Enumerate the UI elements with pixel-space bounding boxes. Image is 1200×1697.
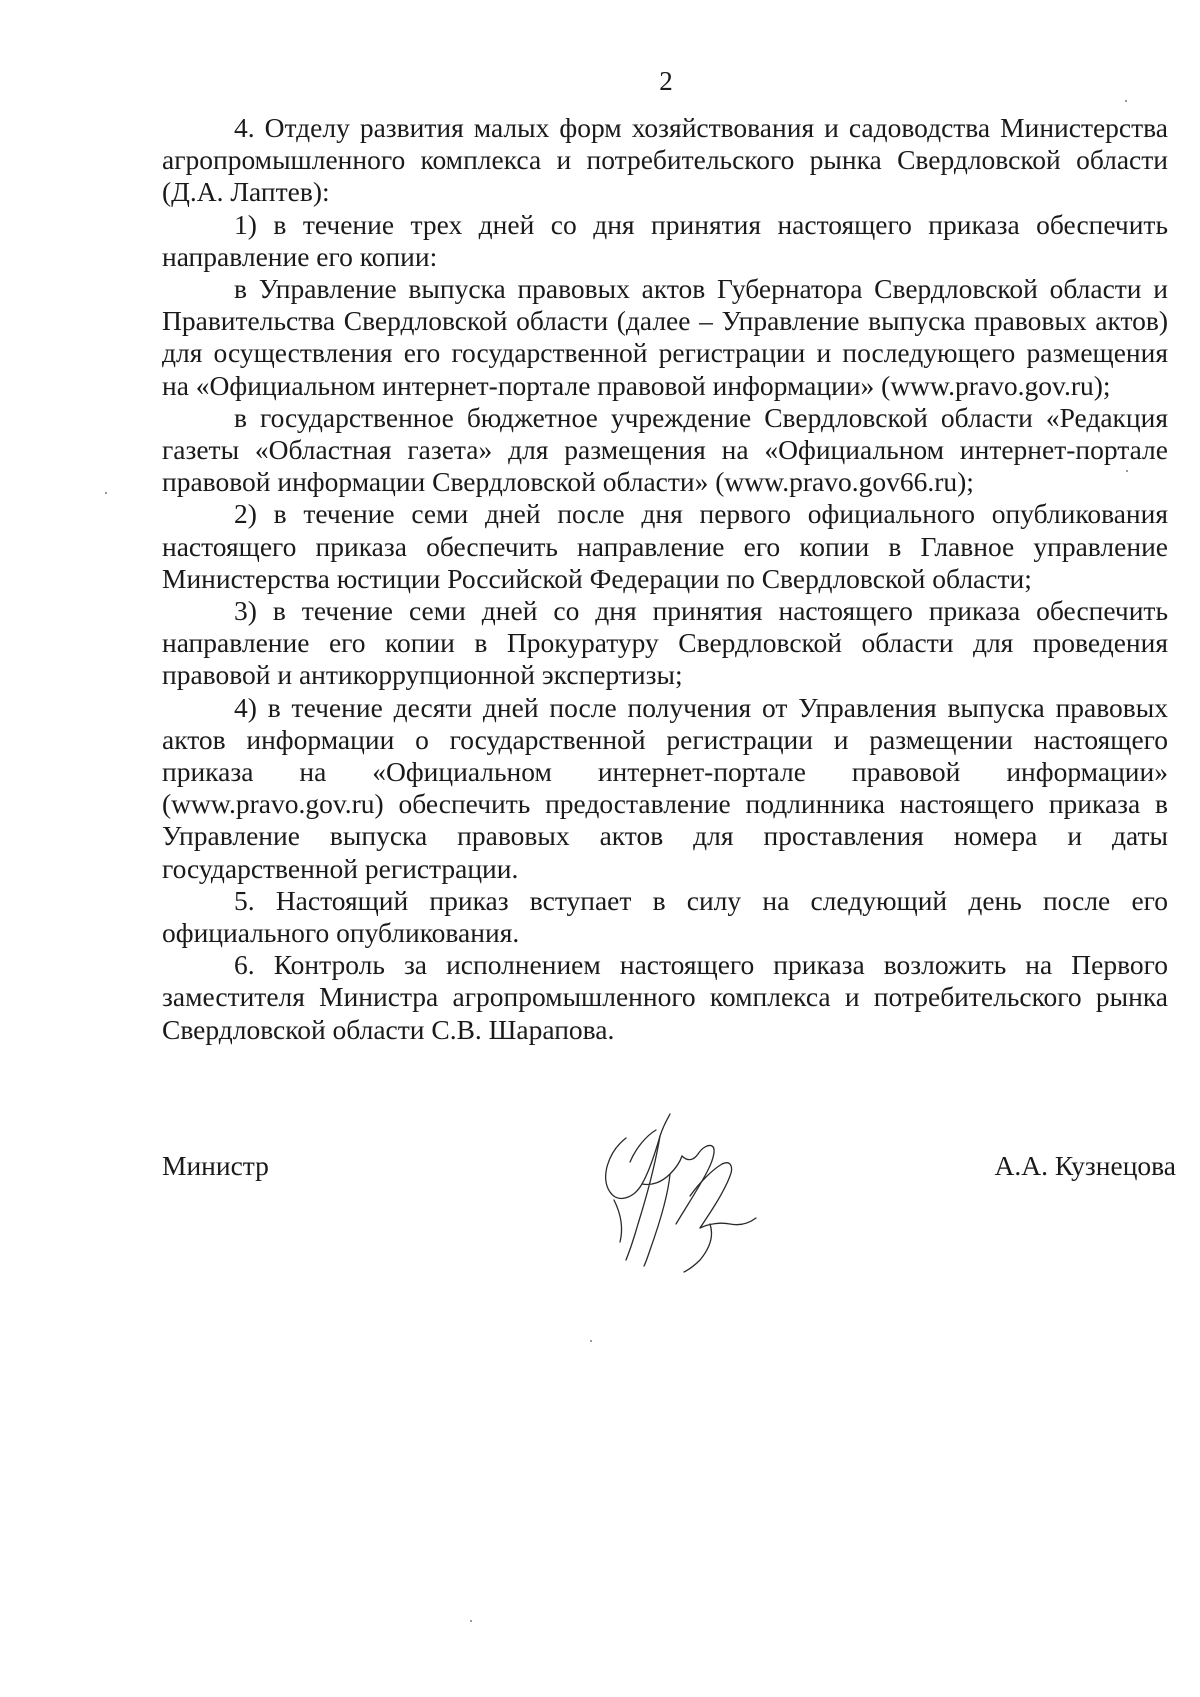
paragraph-subitem-4: 4) в течение десяти дней после получения от Управления выпуска правовых актов информации о государственной регистрации и размещении настоящего приказа на «Официальном интернет-портале правовой информации» (www.pravo.gov.ru) обеспечить предоставление подлинника настоящего приказа в Управление выпуска правовых актов для проставления номера и даты государственной регистрации. [162, 691, 1168, 884]
paragraph-recipient-legal-acts-office: в Управление выпуска правовых актов Губернатора Свердловской области и Правительства Свердловской области (далее – Управление выпуска правовых актов) для осуществления его государственной регистрации и последующего размещения на «Официальном интернет-портале правовой информации» (www.pravo.gov.ru); [162, 273, 1168, 401]
document-body [162, 112, 1168, 1046]
signatory-title: Министр [162, 1150, 269, 1181]
scan-speck [1126, 470, 1128, 472]
paragraph-subitem-2: 2) в течение семи дней после дня первого официального опубликования настоящего приказа обеспечить направление его копии в Главное управление Министерства юстиции Российской Федерации по Свердловской области; [162, 498, 1168, 594]
scan-speck [105, 492, 107, 494]
page-number: 2 [659, 66, 673, 96]
paragraph-item-4: 4. Отделу развития малых форм хозяйствования и садоводства Министерства агропромышленного комплекса и потребительского рынка Свердловской области (Д.А. Лаптев): [162, 112, 1168, 208]
scan-speck [1125, 100, 1127, 102]
paragraph-item-6: 6. Контроль за исполнением настоящего приказа возложить на Первого заместителя Министра агропромышленного комплекса и потребительского рынка Свердловской области С.В. Шарапова. [162, 949, 1168, 1045]
handwritten-signature [590, 1100, 770, 1275]
scan-speck [470, 1620, 472, 1622]
paragraph-subitem-1: 1) в течение трех дней со дня принятия настоящего приказа обеспечить направление его копии: [162, 208, 1168, 272]
paragraph-subitem-3: 3) в течение семи дней со дня принятия настоящего приказа обеспечить направление его копии в Прокуратуру Свердловской области для проведения правовой и антикоррупционной экспертизы; [162, 595, 1168, 691]
paragraph-recipient-oblastnaya-gazeta: в государственное бюджетное учреждение Свердловской области «Редакция газеты «Областная газета» для размещения на «Официальном интернет-портале правовой информации Свердловской области» (www.pravo.gov66.ru); [162, 401, 1168, 498]
signatory-name: А.А. Кузнецова [994, 1150, 1176, 1181]
scan-speck [590, 1340, 592, 1342]
paragraph-item-5: 5. Настоящий приказ вступает в силу на следующий день после его официального опубликования. [162, 884, 1168, 949]
